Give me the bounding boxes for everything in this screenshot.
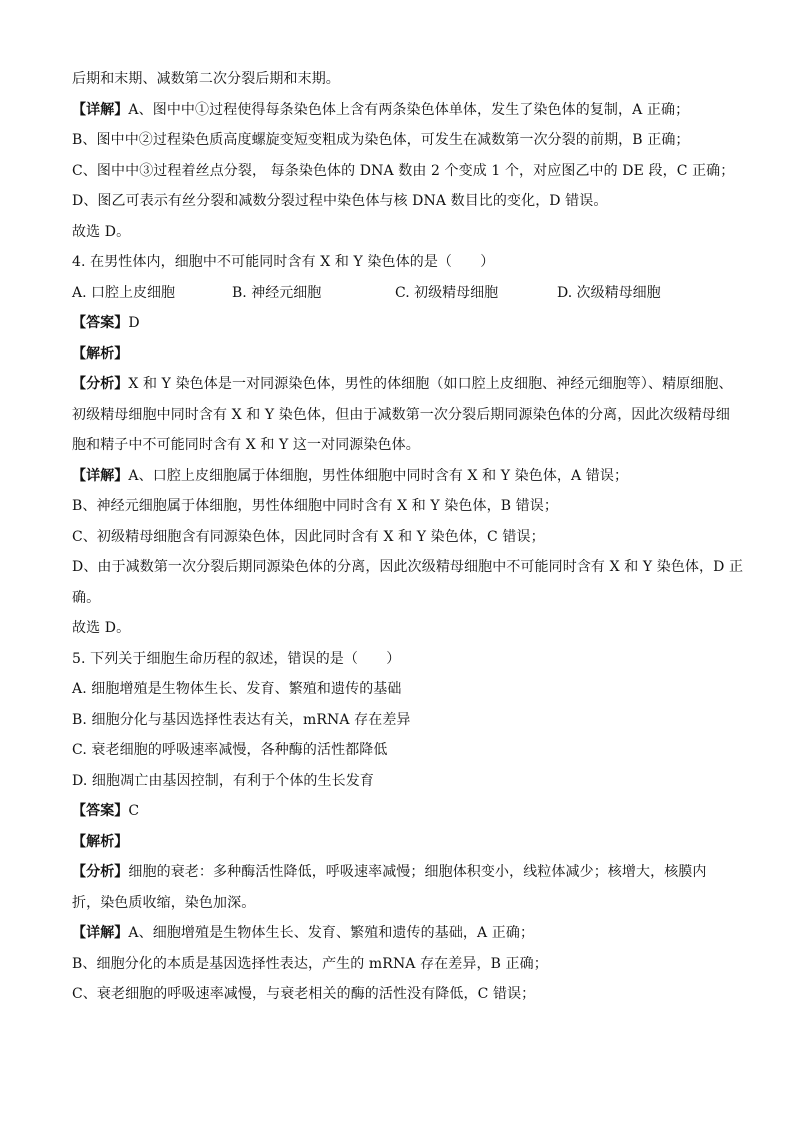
text-span: A、图中中①过程使得每条染色体上含有两条染色体单体，发生了染色体的复制，A 正确； (128, 101, 690, 118)
text-span: 细胞的衰老：多种酶活性降低，呼吸速率减慢；细胞体积变小，线粒体减少；核增大，核膜内 (128, 864, 707, 880)
answer-line (72, 308, 722, 339)
fenxi-tag: 【分析】 (72, 376, 129, 392)
text-span: A、细胞增殖是生物体生长、发育、繁殖和遗传的基础，A 正确； (128, 925, 535, 941)
option-b: B. 神经元细胞 (232, 284, 322, 301)
text-line: C、图中中③过程着丝点分裂， 每条染色体的 DNA 数由 2 个变成 1 个，对应图乙中的 DE 段，C 正确； (72, 162, 735, 179)
detail-tag: 【详解】 (72, 101, 129, 118)
option-a: A. 细胞增殖是生物体生长、发育、繁殖和遗传的基础 (72, 681, 402, 697)
text-line: 后期和末期、减数第二次分裂后期和末期。 (72, 71, 340, 87)
option-b: B. 细胞分化与基因选择性表达有关，mRNA 存在差异 (72, 711, 411, 728)
text-line: B、神经元细胞属于体细胞，男性体细胞中同时含有 X 和 Y 染色体，B 错误； (72, 498, 558, 514)
analysis-fenxi-line (72, 369, 733, 400)
option-c: C. 初级精母细胞 (395, 284, 499, 301)
analysis-tag: 【解析】 (72, 833, 129, 850)
text-line: D、由于减数第一次分裂后期同源染色体的分离，因此次级精母细胞中不可能同时含有 X 和 Y 染色体，D 正 (72, 559, 744, 575)
option-c: C. 衰老细胞的呼吸速率减慢，各种酶的活性都降低 (72, 742, 388, 758)
text-line: 胞和精子中不可能同时含有 X 和 Y 这一对同源染色体。 (72, 437, 420, 453)
analysis-line (72, 339, 722, 370)
question-4-stem: 4. 在男性体内，细胞中不可能同时含有 X 和 Y 染色体的是（ ） (72, 254, 495, 270)
detail-tag: 【详解】 (72, 925, 129, 941)
answer-tag: 【答案】 (72, 315, 129, 331)
text-line: 故选 D。 (72, 223, 131, 240)
text-line: 故选 D。 (72, 620, 131, 636)
detail-tag: 【详解】 (72, 467, 129, 484)
answer-value: D (128, 315, 140, 331)
text-span: A、口腔上皮细胞属于体细胞，男性体细胞中同时含有 X 和 Y 染色体，A 错误； (128, 467, 629, 484)
option-d: D. 次级精母细胞 (557, 284, 661, 301)
answer-value: C (128, 803, 140, 819)
answer-line (72, 796, 722, 827)
text-line: D、图乙可表示有丝分裂和减数分裂过程中染色体与核 DNA 数目比的变化，D 错误。 (72, 193, 608, 209)
text-line: 折，染色质收缩，染色加深。 (72, 894, 256, 911)
text-line: C、初级精母细胞含有同源染色体，因此同时含有 X 和 Y 染色体，C 错误； (72, 528, 545, 545)
question-4-options (72, 278, 722, 309)
option-d: D. 细胞凋亡由基因控制，有利于个体的生长发育 (72, 772, 374, 789)
analysis-fenxi-line (72, 857, 722, 888)
answer-tag: 【答案】 (72, 803, 129, 819)
fenxi-tag: 【分析】 (72, 864, 129, 880)
analysis-line (72, 827, 722, 858)
option-a: A. 口腔上皮细胞 (72, 284, 176, 301)
detail-line (72, 95, 722, 126)
analysis-tag: 【解析】 (72, 345, 129, 362)
text-line: 确。 (72, 589, 101, 606)
text-span: X 和 Y 染色体是一对同源染色体，男性的体细胞（如口腔上皮细胞、神经元细胞等）、精原细胞、 (128, 376, 733, 392)
detail-line (72, 461, 722, 492)
question-5-stem: 5. 下列关于细胞生命历程的叙述，错误的是（ ） (72, 650, 401, 667)
text-line: B、细胞分化的本质是基因选择性表达，产生的 mRNA 存在差异，B 正确； (72, 955, 548, 972)
text-line: 初级精母细胞中同时含有 X 和 Y 染色体，但由于减数第一次分裂后期同源染色体的分离，因此次级精母细 (72, 406, 731, 423)
text-line: B、图中中②过程染色质高度螺旋变短变粗成为染色体，可发生在减数第一次分裂的前期，B 正确； (72, 132, 690, 148)
text-line: C、衰老细胞的呼吸速率减慢，与衰老相关的酶的活性没有降低，C 错误； (72, 986, 536, 1002)
detail-line (72, 918, 722, 949)
